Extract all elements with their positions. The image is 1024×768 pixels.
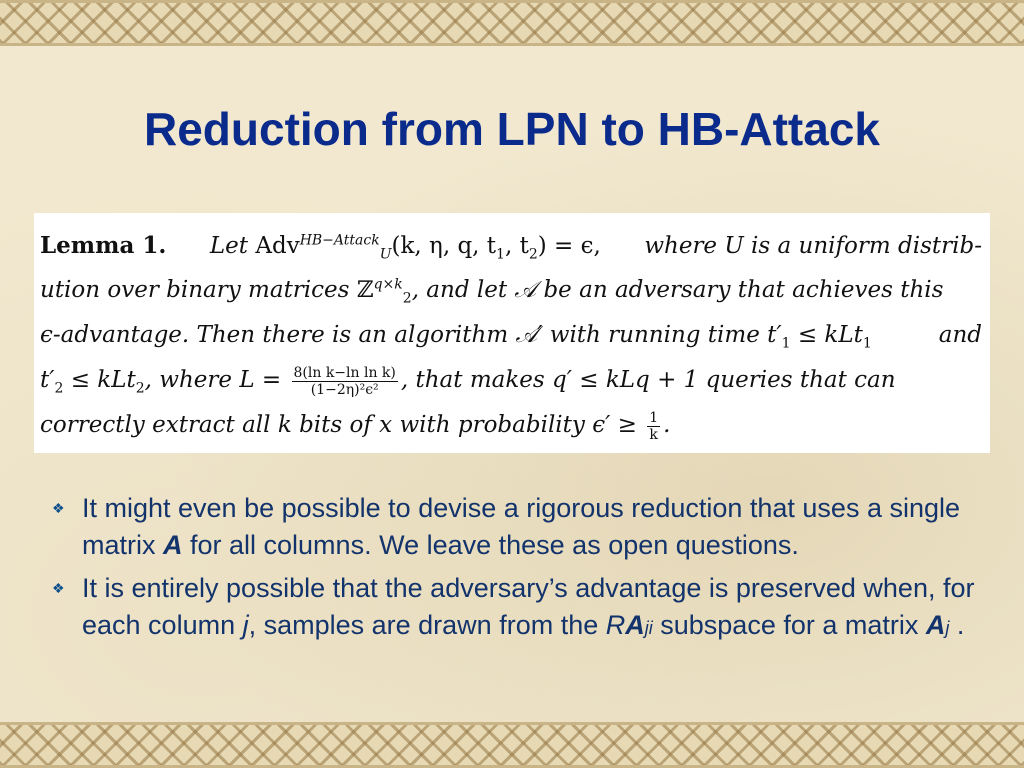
lemma-image xyxy=(34,213,990,453)
bullet-text: It is entirely possible that the adversary’s advantage is preserved when, for each column j, samples are drawn from the RAji subspace for a matrix Aj . xyxy=(82,573,975,640)
lemma-text: $t'_2 \le kLt_2$, where L = $\frac{\text{8(ln k−ln ln k)}}{\text{(1−2η)²ϵ²}}$ , that makes q′ ≤ kLq + 1 queries that can xyxy=(40,364,896,398)
slide-title: Reduction from LPN to HB-Attack xyxy=(144,103,880,155)
lemma-line-2 xyxy=(40,268,982,313)
bullet-item xyxy=(52,570,982,647)
lemma-text: ϵ-advantage. Then there is an algorithm 𝒜′ with running time $t'_1 \le kLt_1$ xyxy=(40,322,872,352)
lemma-text: and xyxy=(938,322,982,348)
fraction: $\frac{1}{k}$ xyxy=(649,409,659,443)
lemma-line-4 xyxy=(40,358,982,403)
bullet-item xyxy=(52,490,982,564)
lemma-line-1 xyxy=(40,223,982,268)
lemma-text: where U is a uniform distrib- xyxy=(644,233,982,259)
diamond-bullet-icon: ❖ xyxy=(52,580,65,596)
fraction: $\frac{\text{8(ln k−ln ln k)}}{\text{(1−2η)²ϵ²}}$ xyxy=(293,364,396,398)
lemma-line-5 xyxy=(40,403,982,448)
diamond-bullet-icon: ❖ xyxy=(52,500,65,516)
bullet-text: It might even be possible to devise a rigorous reduction that uses a single matrix A for all columns. We leave these as open questions. xyxy=(82,493,961,560)
bullet-list xyxy=(52,490,982,653)
lemma-text: correctly extract all k bits of x with probability ϵ′ ≥ $\frac{1}{k}$ . xyxy=(40,409,671,443)
decorative-border-bottom xyxy=(0,722,1024,768)
lemma-line-3 xyxy=(40,313,982,358)
lemma-text: Let Adv$^{HB-Attack}_U$(k, η, q, $t_1$, $t_2) = \epsilon$, xyxy=(209,232,601,263)
decorative-border-top xyxy=(0,0,1024,46)
lemma-heading: Lemma 1. xyxy=(40,232,167,259)
lemma-text: ution over binary matrices ℤ$^{q\times k}_2$, and let 𝒜 be an adversary that achieves this xyxy=(40,276,944,307)
